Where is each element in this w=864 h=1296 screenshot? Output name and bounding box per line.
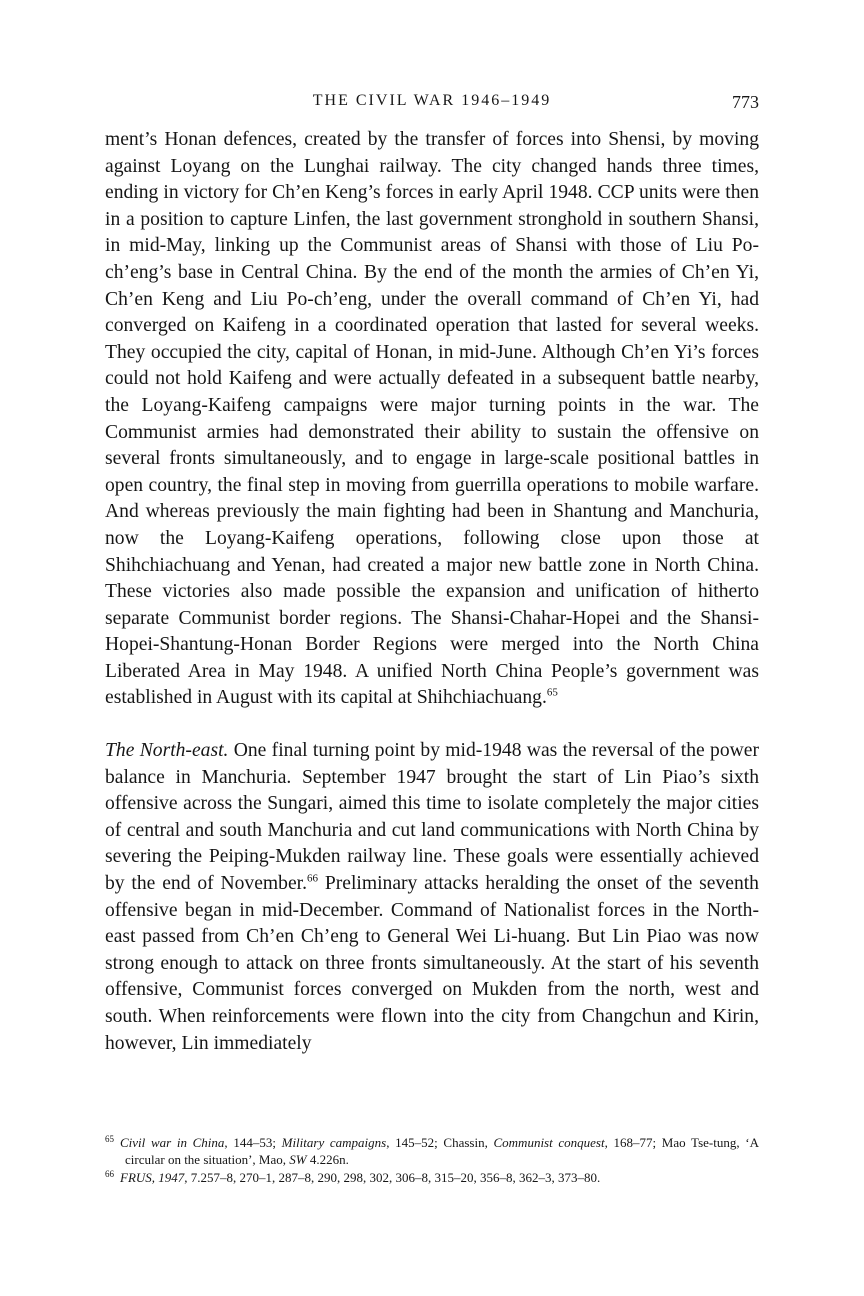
body-text: [105, 127, 759, 1057]
paragraph-1: [105, 127, 759, 712]
footnotes: [105, 1134, 759, 1187]
footnote-segment: 4.226n.: [306, 1152, 349, 1167]
footnote-mark: 65: [105, 1133, 114, 1144]
footnote-segment: FRUS, 1947: [120, 1170, 185, 1185]
footnote-segment: Military campaigns: [281, 1135, 387, 1150]
footnote-segment: SW: [289, 1152, 307, 1167]
footnote-65-text: [120, 1135, 759, 1167]
footnote-66: [105, 1169, 759, 1186]
page-number: 773: [732, 92, 759, 112]
footnote-segment: , 145–52; Chassin,: [386, 1135, 494, 1150]
footnote-segment: Civil war in China: [120, 1135, 225, 1150]
footnote-segment: Communist conquest: [493, 1135, 605, 1150]
footnote-segment: , 144–53;: [224, 1135, 282, 1150]
paragraph-2: [105, 738, 759, 1057]
paragraph-1-text: ment’s Honan defences, created by the transfer of forces into Shensi, by moving against Loyang on the Lunghai railway. The city changed hands three times, ending in victory for Ch’en Keng’s forces in early April 1948. CCP units were then in a position to capture Linfen, the last government stronghold in southern Shansi, in mid-May, linking up the Communist areas of Shansi with those of Liu Po-ch’eng’s base in Central China. By the end of the month the armies of Ch’en Yi, Ch’en Keng and Liu Po-ch’eng, under the overall command of Ch’en Yi, had converged on Kaifeng in a coordinated operation that lasted for several weeks. They occupied the city, capital of Honan, in mid-June. Although Ch’en Yi’s forces could not hold Kaifeng and were actually defeated in a subsequent battle nearby, the Loyang-Kaifeng campaigns were major turning points in the war. The Communist armies had demonstrated their ability to sustain the offensive on several fronts simultaneously, and to engage in large-scale positional battles in open country, the final step in moving from guerrilla operations to mobile warfare. And whereas previously the main fighting had been in Shantung and Manchuria, now the Loyang-Kaifeng operations, following close upon those at Shihchiachuang and Yenan, had created a major new battle zone in North China. These victories also made possible the expansion and unification of hitherto separate Communist border regions. The Shansi-Chahar-Hopei and the Shansi-Hopei-Shantung-Honan Border Regions were merged into the North China Liberated Area in May 1948. A unified North China People’s government was established in August with its capital at Shihchiachuang.: [105, 129, 759, 709]
footnote-segment: , 168–77; Mao Tse-tung, ‘A circular on the situation’, Mao,: [125, 1135, 759, 1167]
footnote-ref-66: 66: [307, 872, 318, 885]
running-title: THE CIVIL WAR 1946–1949: [312, 92, 552, 109]
paragraph-2-text-b: Preliminary attacks heralding the onset of the seventh offensive began in mid-December. Command of Nationalist forces in the North-east passed from Ch’en Ch’eng to General Wei Li-huang. But Lin Piao was now strong enough to attack on three fronts simultaneously. At the start of his seventh offensive, Communist forces converged on Mukden from the north, west and south. When reinforcements were flown into the city from Changchun and Kirin, however, Lin immediately: [105, 873, 759, 1054]
footnote-segment: , 7.257–8, 270–1, 287–8, 290, 298, 302, 306–8, 315–20, 356–8, 362–3, 373–80.: [184, 1170, 601, 1185]
footnote-ref-65: 65: [546, 686, 558, 699]
footnote-mark: 66: [105, 1168, 114, 1179]
footnote-66-text: [120, 1170, 600, 1185]
footnote-65: [105, 1134, 759, 1168]
paragraph-2-text-a: One final turning point by mid-1948 was the reversal of the power balance in Manchuria. September 1947 brought the start of Lin Piao’s sixth offensive across the Sungari, aimed this time to isolate completely the major cities of central and south Manchuria and cut land communications with North China by severing the Peiping-Mukden railway line. These goals were essentially achieved by the end of November.: [105, 740, 759, 895]
section-heading: The North-east.: [105, 740, 229, 762]
running-head: [105, 92, 759, 116]
